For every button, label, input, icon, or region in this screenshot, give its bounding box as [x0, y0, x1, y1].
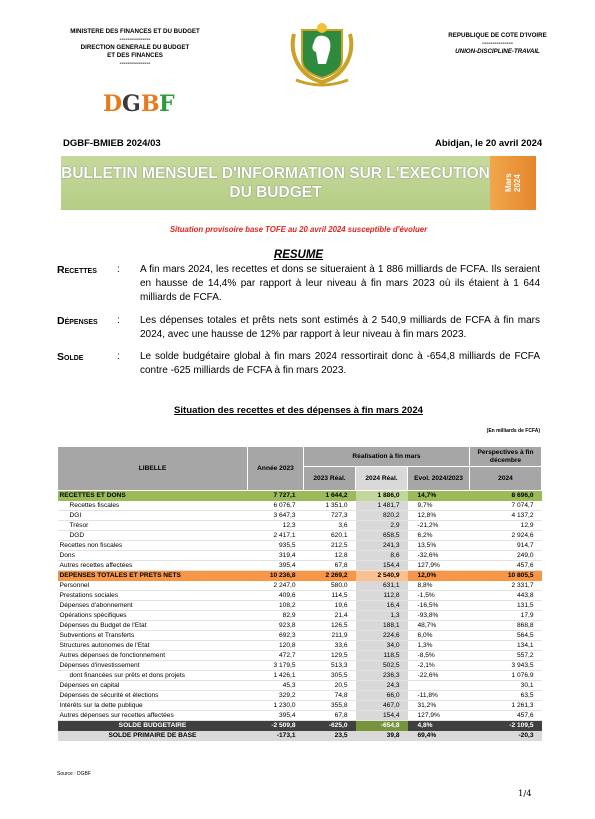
table-row [58, 531, 542, 541]
coat-of-arms-emblem [286, 20, 358, 90]
table-body [58, 491, 542, 741]
cell-2023-real: 211,9 [304, 631, 356, 641]
cell-annee-2023: 82,9 [248, 611, 304, 621]
cell-2023-real: 19,6 [304, 601, 356, 611]
cell-annee-2023: 2 417,1 [248, 531, 304, 541]
cell-evolution: 6,2% [408, 531, 470, 541]
cell-annee-2023: 2 247,0 [248, 581, 304, 591]
cell-evolution: 69,4% [408, 731, 470, 741]
table-row [58, 501, 542, 511]
cell-perspective-2024: 10 805,5 [470, 571, 542, 581]
cell-perspective-2024: 1 076,9 [470, 671, 542, 681]
cell-2024-real: 2,9 [356, 521, 408, 531]
svg-text:D: D [103, 91, 123, 116]
cell-annee-2023: 6 076,7 [248, 501, 304, 511]
svg-text:G: G [122, 91, 141, 116]
cell-2024-real: 631,1 [356, 581, 408, 591]
table-row [58, 641, 542, 651]
row-label: DGI [58, 511, 248, 521]
cell-2023-real: 12,8 [304, 551, 356, 561]
page-number: 1/4 [518, 789, 532, 799]
period-tab [490, 156, 536, 210]
cell-evolution: 12,8% [408, 511, 470, 521]
separator: --------------- [119, 60, 151, 67]
cell-2023-real: 1 351,0 [304, 501, 356, 511]
table-row [58, 701, 542, 711]
period-year: 2024 [513, 174, 522, 192]
cell-2024-real: 24,3 [356, 681, 408, 691]
summary-key: Dépenses [57, 315, 98, 327]
cell-annee-2023: 409,6 [248, 591, 304, 601]
cell-evolution [408, 681, 470, 691]
cell-annee-2023: 472,7 [248, 651, 304, 661]
cell-perspective-2024: 17,9 [470, 611, 542, 621]
cell-annee-2023: 3 179,5 [248, 661, 304, 671]
row-label: DEPENSES TOTALES ET PRETS NETS [58, 571, 248, 581]
republic-line: REPUBLIQUE DE COTE D'IVOIRE [448, 32, 547, 39]
table-title: Situation des recettes et des dépenses à fin mars 2024 [173, 405, 423, 416]
cell-evolution: 4,8% [408, 721, 470, 731]
cell-2023-real: 212,5 [304, 541, 356, 551]
cell-evolution: 9,7% [408, 501, 470, 511]
cell-2023-real: 74,8 [304, 691, 356, 701]
cell-evolution: 31,2% [408, 701, 470, 711]
motto-line: UNION-DISCIPLINE-TRAVAIL [455, 48, 540, 55]
cell-2024-real: 154,4 [356, 711, 408, 721]
table-row [58, 631, 542, 641]
cell-2023-real: 129,5 [304, 651, 356, 661]
cell-evolution: 13,5% [408, 541, 470, 551]
cell-2023-real: 580,0 [304, 581, 356, 591]
row-label: Intérêts sur la dette publique [58, 701, 248, 711]
cell-perspective-2024: 457,6 [470, 711, 542, 721]
cell-2023-real: -625,0 [304, 721, 356, 731]
row-label: Trésor [58, 521, 248, 531]
cell-annee-2023: 45,3 [248, 681, 304, 691]
table-row [58, 561, 542, 571]
cell-annee-2023: 923,8 [248, 621, 304, 631]
cell-2024-real: 241,3 [356, 541, 408, 551]
row-label: Personnel [58, 581, 248, 591]
row-label: SOLDE BUDGETAIRE [58, 721, 248, 731]
table-row [58, 661, 542, 671]
separator: --------------- [482, 40, 513, 47]
header-2024-real: 2024 Réal. [356, 467, 408, 491]
row-label: Autres recettes affectées [58, 561, 248, 571]
summary-text: Le solde budgétaire global à fin mars 2024 ressortirait donc à -654,8 milliards de FCFA contre -625 milliards de FCFA à fin mars 2023. [140, 351, 540, 376]
cell-annee-2023: 10 236,8 [248, 571, 304, 581]
resume-title: RESUME [273, 249, 324, 261]
summary-colon: : [117, 264, 120, 275]
cell-2024-real: 66,0 [356, 691, 408, 701]
cell-evolution: -16,5% [408, 601, 470, 611]
cell-2024-real: 2 540,9 [356, 571, 408, 581]
cell-2024-real: 658,5 [356, 531, 408, 541]
cell-annee-2023: 329,2 [248, 691, 304, 701]
cell-evolution: -8,5% [408, 651, 470, 661]
table-row [58, 551, 542, 561]
summary-key: Solde [57, 351, 84, 363]
cell-annee-2023: 395,4 [248, 561, 304, 571]
table-row [58, 581, 542, 591]
cell-2024-real: 820,2 [356, 511, 408, 521]
summary-recettes [57, 263, 547, 305]
cell-2024-real: -654,8 [356, 721, 408, 731]
bulletin-title-line-1: BULLETIN MENSUEL D'INFORMATION SUR L'EXECUTION [61, 165, 490, 182]
cell-2023-real: 67,8 [304, 711, 356, 721]
cell-perspective-2024: 1 261,3 [470, 701, 542, 711]
cell-evolution: -2,1% [408, 661, 470, 671]
cell-2023-real: 305,5 [304, 671, 356, 681]
table-source: Source : DGBF [57, 771, 91, 777]
direction-line-2: ET DES FINANCES [107, 52, 163, 59]
cell-2024-real: 1,3 [356, 611, 408, 621]
table-row [58, 621, 542, 631]
summary-colon: : [117, 351, 120, 362]
cell-2024-real: 16,4 [356, 601, 408, 611]
cell-2023-real: 620,1 [304, 531, 356, 541]
cell-annee-2023: 12,3 [248, 521, 304, 531]
cell-perspective-2024: 4 137,2 [470, 511, 542, 521]
cell-2024-real: 112,8 [356, 591, 408, 601]
row-label: Dépenses du Budget de l'Etat [58, 621, 248, 631]
cell-2024-real: 8,6 [356, 551, 408, 561]
republic-header [420, 32, 575, 56]
svg-text:B: B [141, 91, 160, 116]
cell-2023-real: 355,8 [304, 701, 356, 711]
table-row [58, 691, 542, 701]
summary-text: A fin mars 2024, les recettes et dons se situeraient à 1 886 milliards de FCFA. Ils seraient en hausse de 14,4% par rapport à leur niveau à fin mars 2023 où ils étaient à 1 644 milliards de FCFA. [140, 264, 540, 303]
row-label: DGD [58, 531, 248, 541]
table-row [58, 611, 542, 621]
summary-depenses [57, 314, 547, 342]
row-label: Recettes non fiscales [58, 541, 248, 551]
table-row [58, 571, 542, 581]
cell-2024-real: 236,3 [356, 671, 408, 681]
row-label: Opérations spécifiques [58, 611, 248, 621]
cell-annee-2023: 692,3 [248, 631, 304, 641]
cell-evolution: 48,7% [408, 621, 470, 631]
ministry-line: MINISTERE DES FINANCES ET DU BUDGET [70, 28, 200, 35]
header-annee-2023: Année 2023 [248, 447, 304, 491]
row-label: Subventions et Transferts [58, 631, 248, 641]
row-label: Autres dépenses sur recettes affectées [58, 711, 248, 721]
row-label: RECETTES ET DONS [58, 491, 248, 501]
cell-annee-2023: 395,4 [248, 711, 304, 721]
cell-perspective-2024: 131,5 [470, 601, 542, 611]
bulletin-reference: DGBF-BMIEB 2024/03 [63, 138, 161, 149]
cell-perspective-2024: 12,9 [470, 521, 542, 531]
table-row [58, 511, 542, 521]
cell-2023-real: 727,3 [304, 511, 356, 521]
cell-evolution: 12,0% [408, 571, 470, 581]
row-label: SOLDE PRIMAIRE DE BASE [58, 731, 248, 741]
table-row [58, 711, 542, 721]
cell-perspective-2024: -20,3 [470, 731, 542, 741]
table-row [58, 721, 542, 731]
cell-2024-real: 467,0 [356, 701, 408, 711]
row-label: Structures autonomes de l'Etat [58, 641, 248, 651]
bulletin-title-line-2: DU BUDGET [229, 184, 322, 201]
table-row [58, 681, 542, 691]
cell-evolution: -11,8% [408, 691, 470, 701]
header-perspective-2024: 2024 [470, 467, 542, 491]
cell-2023-real: 3,6 [304, 521, 356, 531]
header-evolution: Evol. 2024/2023 [408, 467, 470, 491]
row-label: Dépenses en capital [58, 681, 248, 691]
cell-2023-real: 23,5 [304, 731, 356, 741]
cell-perspective-2024: 134,1 [470, 641, 542, 651]
row-label: Autres dépenses de fonctionnement [58, 651, 248, 661]
cell-2023-real: 114,5 [304, 591, 356, 601]
cell-2024-real: 1 481,7 [356, 501, 408, 511]
cell-evolution: -32,6% [408, 551, 470, 561]
cell-evolution: -1,5% [408, 591, 470, 601]
cell-evolution: 1,3% [408, 641, 470, 651]
cell-2024-real: 34,0 [356, 641, 408, 651]
cell-2023-real: 126,5 [304, 621, 356, 631]
row-label: Prestations sociales [58, 591, 248, 601]
cell-2023-real: 513,3 [304, 661, 356, 671]
cell-perspective-2024: 7 074,7 [470, 501, 542, 511]
period-label [504, 162, 524, 204]
dgbf-logo [103, 90, 185, 116]
summary-solde [57, 350, 547, 378]
budget-execution-table [57, 446, 542, 741]
cell-perspective-2024: 457,6 [470, 561, 542, 571]
cell-2023-real: 1 644,2 [304, 491, 356, 501]
cell-evolution: 6,0% [408, 631, 470, 641]
cell-2023-real: 67,8 [304, 561, 356, 571]
row-label: Dépenses d'abonnement [58, 601, 248, 611]
row-label: Dons [58, 551, 248, 561]
header-perspectives: Perspectives à fin décembre [470, 447, 542, 467]
separator: --------------- [119, 36, 151, 43]
cell-annee-2023: 3 647,3 [248, 511, 304, 521]
table-row [58, 671, 542, 681]
cell-2023-real: 21,4 [304, 611, 356, 621]
cell-evolution: -22,6% [408, 671, 470, 681]
svg-text:F: F [159, 91, 175, 116]
cell-perspective-2024: 2 331,7 [470, 581, 542, 591]
cell-perspective-2024: 443,8 [470, 591, 542, 601]
cell-annee-2023: 1 426,1 [248, 671, 304, 681]
cell-2024-real: 502,5 [356, 661, 408, 671]
cell-2023-real: 2 269,2 [304, 571, 356, 581]
cell-2024-real: 154,4 [356, 561, 408, 571]
header-libelle: LIBELLE [58, 447, 248, 491]
cell-2024-real: 118,5 [356, 651, 408, 661]
cell-evolution: 14,7% [408, 491, 470, 501]
cell-evolution: 127,9% [408, 561, 470, 571]
summary-colon: : [117, 315, 120, 326]
row-label: Dépenses d'investissement [58, 661, 248, 671]
cell-perspective-2024: -2 109,5 [470, 721, 542, 731]
table-row [58, 591, 542, 601]
cell-annee-2023: -2 509,8 [248, 721, 304, 731]
table-row [58, 651, 542, 661]
header-2023-real: 2023 Réal. [304, 467, 356, 491]
bulletin-title-banner [61, 156, 490, 210]
period-month: Mars [504, 173, 513, 193]
cell-annee-2023: 319,4 [248, 551, 304, 561]
cell-perspective-2024: 564,5 [470, 631, 542, 641]
table-row [58, 601, 542, 611]
cell-perspective-2024: 2 924,6 [470, 531, 542, 541]
cell-perspective-2024: 30,1 [470, 681, 542, 691]
cell-evolution: 127,9% [408, 711, 470, 721]
header-realisation: Réalisation à fin mars [304, 447, 470, 467]
summary-key: Recettes [57, 264, 97, 276]
cell-perspective-2024: 914,7 [470, 541, 542, 551]
cell-evolution: 8,8% [408, 581, 470, 591]
cell-2023-real: 20,5 [304, 681, 356, 691]
summary-text: Les dépenses totales et prêts nets sont estimés à 2 540,9 milliards de FCFA à fin mars 2024, avec une hausse de 12% par rapport à leur niveau à fin mars 2023. [140, 315, 540, 340]
cell-annee-2023: -173,1 [248, 731, 304, 741]
cell-annee-2023: 108,2 [248, 601, 304, 611]
cell-annee-2023: 935,5 [248, 541, 304, 551]
cell-perspective-2024: 63,5 [470, 691, 542, 701]
cell-perspective-2024: 557,2 [470, 651, 542, 661]
table-row [58, 541, 542, 551]
cell-evolution: -93,8% [408, 611, 470, 621]
cell-perspective-2024: 249,0 [470, 551, 542, 561]
cell-annee-2023: 7 727,1 [248, 491, 304, 501]
row-label: dont financées sur prêts et dons projets [58, 671, 248, 681]
cell-2024-real: 1 886,0 [356, 491, 408, 501]
table-row [58, 731, 542, 741]
cell-annee-2023: 120,8 [248, 641, 304, 651]
cell-2024-real: 39,8 [356, 731, 408, 741]
cell-2023-real: 33,6 [304, 641, 356, 651]
ministry-header [40, 28, 230, 68]
cell-evolution: -21,2% [408, 521, 470, 531]
table-row [58, 521, 542, 531]
row-label: Dépenses de sécurité et élections [58, 691, 248, 701]
cell-perspective-2024: 8 696,0 [470, 491, 542, 501]
cell-perspective-2024: 868,8 [470, 621, 542, 631]
cell-2024-real: 224,6 [356, 631, 408, 641]
cell-2024-real: 188,1 [356, 621, 408, 631]
cell-perspective-2024: 3 943,5 [470, 661, 542, 671]
cell-annee-2023: 1 230,0 [248, 701, 304, 711]
row-label: Recettes fiscales [58, 501, 248, 511]
bulletin-date: Abidjan, le 20 avril 2024 [435, 138, 543, 149]
table-unit: (En milliards de FCFA) [486, 428, 540, 434]
table-row [58, 491, 542, 501]
direction-line: DIRECTION GENERALE DU BUDGET [80, 44, 190, 51]
provisional-note: Situation provisoire base TOFE au 20 avril 2024 susceptible d'évoluer [169, 225, 428, 234]
